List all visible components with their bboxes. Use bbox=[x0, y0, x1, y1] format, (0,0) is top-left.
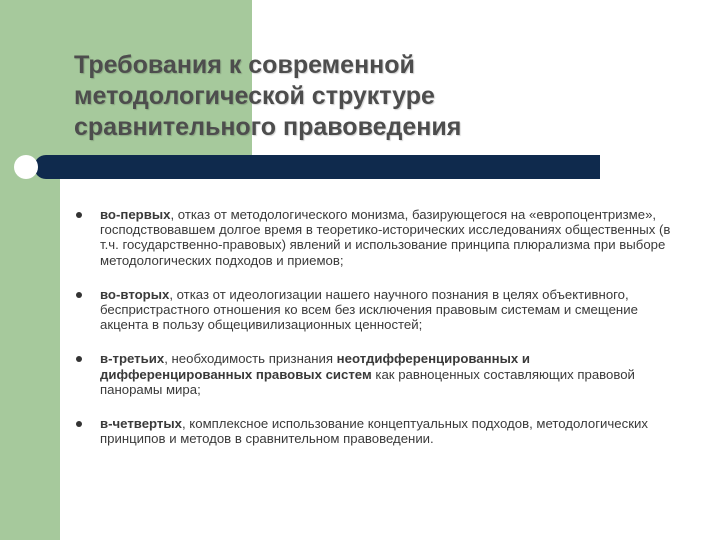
title-divider-bar bbox=[34, 155, 600, 179]
decorative-green-strip bbox=[0, 160, 60, 540]
bullet-text: , необходимость признания bbox=[164, 351, 337, 367]
bullet-text: , отказ от идеологизации нашего научного познания в целях объективного, беспристрастного отношения ко всем без исключения правовым системам и смещение акцента в пользу общецивилизационных ценностей; bbox=[100, 286, 638, 333]
slide-title bbox=[74, 50, 674, 143]
list-item bbox=[76, 287, 676, 333]
list-item bbox=[76, 207, 676, 268]
bullet-text: как равноценных составляющих правовой панорамы мира; bbox=[100, 366, 635, 397]
title-line: сравнительного правоведения bbox=[74, 113, 462, 141]
title-line: методологической структуре bbox=[74, 82, 435, 110]
list-item bbox=[76, 351, 676, 397]
bullet-icon bbox=[76, 356, 82, 362]
bullet-lead: во-вторых bbox=[100, 286, 170, 302]
bullet-lead: во-первых bbox=[100, 207, 171, 222]
bullet-text: , комплексное использование концептуальных подходов, методологических принципов и методов в сравнительном правоведении. bbox=[100, 416, 648, 447]
bullet-lead: в-четвертых bbox=[100, 416, 182, 432]
bullet-icon bbox=[76, 212, 82, 218]
bullet-text: , отказ от методологического монизма, базирующегося на «европоцентризме», господствовавшем долгое время в теоретико-исторических исследованиях общественных (в т.ч. государственно-правовых) явлений и использование принципа плюрализма при выборе методологических подходов и приемов; bbox=[100, 207, 671, 268]
requirements-list bbox=[76, 207, 676, 446]
divider-circle bbox=[14, 155, 38, 179]
list-item bbox=[76, 416, 676, 446]
bullet-icon bbox=[76, 292, 82, 298]
bullet-icon bbox=[76, 421, 82, 427]
title-line: Требования к современной bbox=[74, 51, 415, 79]
bullet-emphasis: неотдифференцированных и дифференцированных правовых систем bbox=[100, 351, 530, 382]
bullet-lead: в-третьих bbox=[100, 351, 165, 367]
